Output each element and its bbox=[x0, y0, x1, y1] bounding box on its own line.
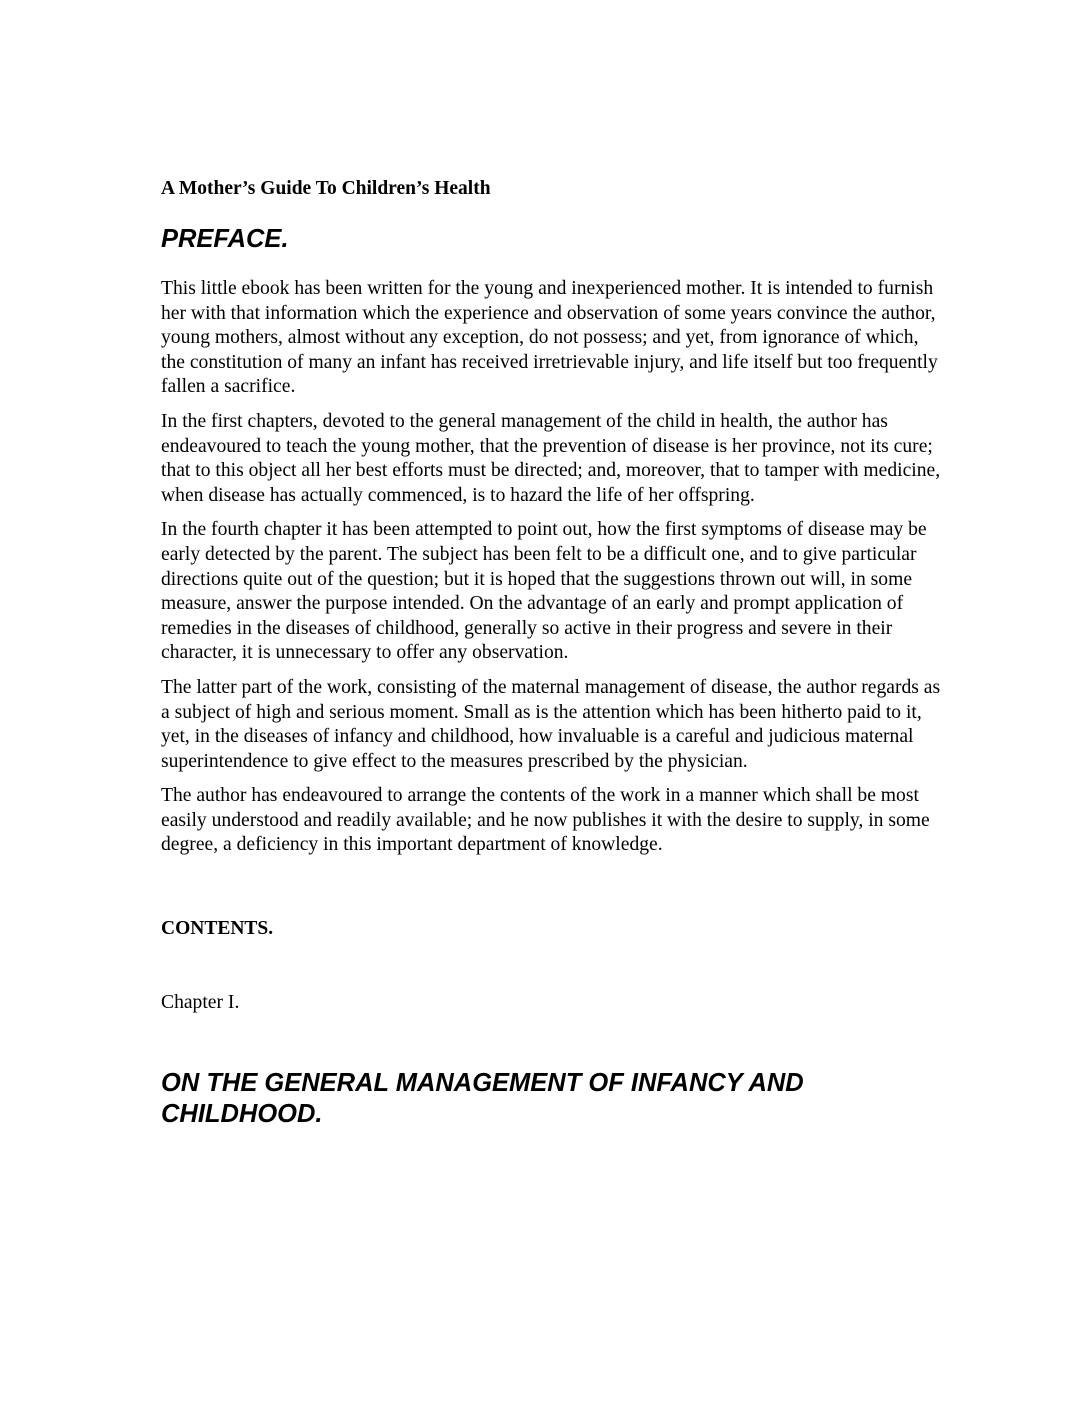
preface-paragraph-4: The latter part of the work, consisting of the maternal management of disease, the author regards as a subject of high and serious moment. Small as is the attention which has been hitherto paid to it, yet, in the diseases of infancy and childhood, how invaluable is a careful and judicious maternal superintendence to give effect to the measures prescribed by the physician. bbox=[161, 676, 941, 772]
contents-heading: CONTENTS. bbox=[161, 918, 274, 940]
preface-paragraph-2: In the first chapters, devoted to the general management of the child in health, the author has endeavoured to teach the young mother, that the prevention of disease is her province, not its cure; that to this object all her best efforts must be directed; and, moreover, that to tamper with medicine, when disease has actually commenced, is to hazard the life of her offspring. bbox=[161, 410, 941, 506]
document-title: A Mother’s Guide To Children’s Health bbox=[161, 178, 491, 199]
preface-paragraph-3: In the fourth chapter it has been attempted to point out, how the first symptoms of disease may be early detected by the parent. The subject has been felt to be a difficult one, and to give particular directions quite out of the question; but it is hoped that the suggestions thrown out will, in some measure, answer the purpose intended. On the advantage of an early and prompt application of remedies in the diseases of childhood, generally so active in their progress and severe in their character, it is unnecessary to offer any observation. bbox=[161, 519, 927, 664]
chapter-heading: ON THE GENERAL MANAGEMENT OF INFANCY AND CHILDHOOD. bbox=[161, 1069, 804, 1129]
preface-paragraph-1: This little ebook has been written for the young and inexperienced mother. It is intended to furnish her with that information which the experience and observation of some years convince the author, young mothers, almost without any exception, do not possess; and yet, from ignorance of which, the constitution of many an infant has received irretrievable injury, and life itself but too frequently fallen a sacrifice. bbox=[161, 278, 938, 398]
preface-heading: PREFACE. bbox=[161, 225, 289, 253]
page-content bbox=[161, 176, 941, 1130]
chapter-label: Chapter I. bbox=[161, 992, 240, 1014]
preface-paragraph-5: The author has endeavoured to arrange the contents of the work in a manner which shall be most easily understood and readily available; and he now publishes it with the desire to supply, in some degree, a deficiency in this important department of knowledge. bbox=[161, 785, 930, 856]
